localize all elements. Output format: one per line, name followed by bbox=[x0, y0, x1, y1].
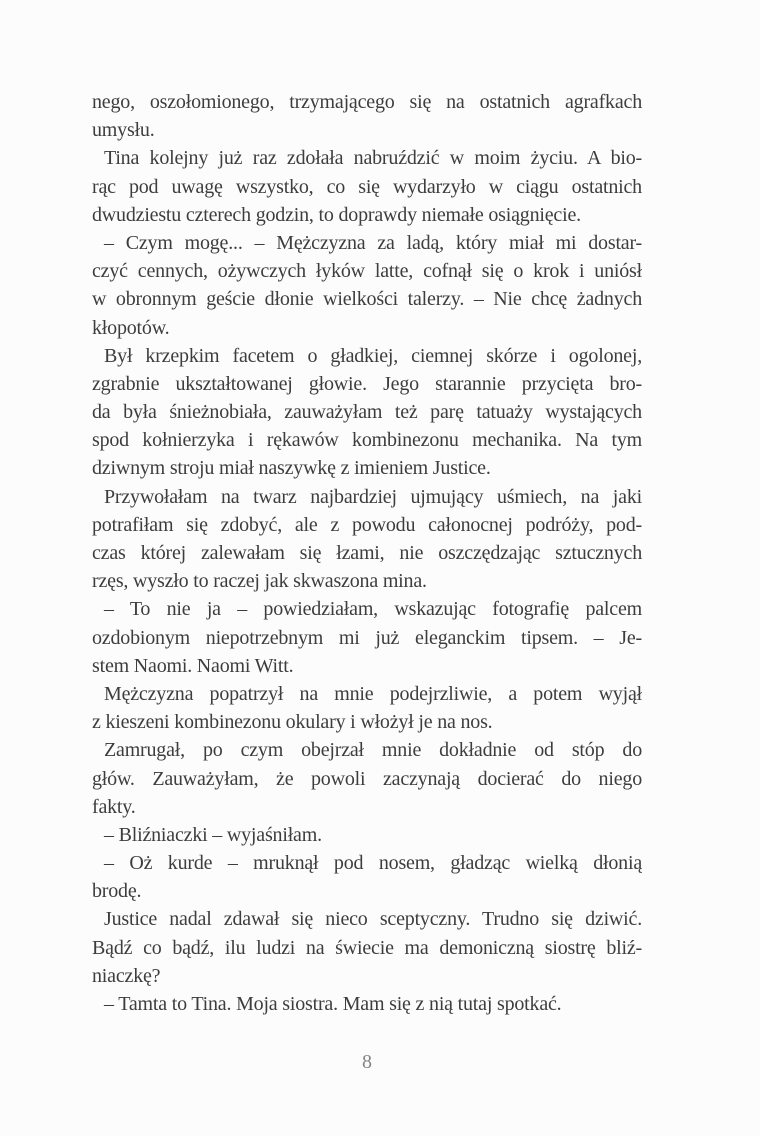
text-line: – Oż kurde – mruknął pod nosem, gładząc wielką dłonią bbox=[104, 852, 642, 875]
text-line: spod kołnierzyka i rękawów kombinezonu mechanika. Na tym bbox=[92, 429, 642, 452]
text-line: dwudziestu czterech godzin, to doprawdy niemałe osiągnięcie. bbox=[92, 203, 581, 226]
text-line: Bądź co bądź, ilu ludzi na świecie ma demoniczną siostrę bliź- bbox=[92, 936, 642, 959]
text-line: Tina kolejny już raz zdołała nabruździć w moim życiu. A bio- bbox=[104, 147, 642, 170]
text-line: dziwnym stroju miał naszywkę z imieniem Justice. bbox=[92, 457, 491, 480]
text-line: Justice nadal zdawał się nieco sceptyczny. Trudno się dziwić. bbox=[104, 908, 642, 931]
text-line: niaczkę? bbox=[92, 964, 161, 987]
text-line: stem Naomi. Naomi Witt. bbox=[92, 654, 294, 677]
text-line: kłopotów. bbox=[92, 316, 170, 339]
text-line: głów. Zauważyłam, że powoli zaczynają docierać do niego bbox=[92, 767, 642, 790]
text-line: ozdobionym niepotrzebnym mi już eleganckim tipsem. – Je- bbox=[92, 626, 642, 649]
text-line: czas której zalewałam się łzami, nie oszczędzając sztucznych bbox=[92, 542, 642, 564]
page-number: 8 bbox=[362, 1051, 372, 1073]
page-text bbox=[92, 88, 642, 1018]
text-line: rąc pod uwagę wszystko, co się wydarzyło w ciągu ostatnich bbox=[92, 175, 642, 198]
text-line: nego, oszołomionego, trzymającego się na ostatnich agrafkach bbox=[92, 91, 642, 113]
text-line: da była śnieżnobiała, zauważyłam też parę tatuaży wystających bbox=[92, 401, 642, 424]
text-line: w obronnym geście dłonie wielkości talerzy. – Nie chcę żadnych bbox=[92, 288, 642, 311]
text-line: rzęs, wyszło to raczej jak skwaszona mina. bbox=[92, 570, 427, 593]
text-line: czyć cennych, ożywczych łyków latte, cofnął się o krok i uniósł bbox=[92, 260, 642, 283]
text-line: umysłu. bbox=[92, 119, 155, 142]
text-line: – Tamta to Tina. Moja siostra. Mam się z nią tutaj spotkać. bbox=[104, 993, 562, 1015]
text-line: – To nie ja – powiedziałam, wskazując fotografię palcem bbox=[104, 598, 642, 621]
text-line: Był krzepkim facetem o gładkiej, ciemnej skórze i ogolonej, bbox=[104, 344, 642, 367]
text-line: potrafiłam się zdobyć, ale z powodu całonocnej podróży, pod- bbox=[92, 513, 642, 536]
text-line: zgrabnie ukształtowanej głowie. Jego starannie przycięta bro- bbox=[92, 372, 642, 395]
text-line: fakty. bbox=[92, 795, 136, 818]
text-line: Przywołałam na twarz najbardziej ujmujący uśmiech, na jaki bbox=[104, 485, 642, 508]
text-line: – Bliźniaczki – wyjaśniłam. bbox=[104, 823, 322, 846]
text-line: z kieszeni kombinezonu okulary i włożył je na nos. bbox=[92, 711, 493, 734]
text-line: Mężczyzna popatrzył na mnie podejrzliwie, a potem wyjął bbox=[104, 682, 642, 705]
text-line: – Czym mogę... – Mężczyzna za ladą, który miał mi dostar- bbox=[104, 231, 642, 254]
text-line: brodę. bbox=[92, 880, 142, 903]
text-line: Zamrugał, po czym obejrzał mnie dokładnie od stóp do bbox=[104, 739, 642, 762]
